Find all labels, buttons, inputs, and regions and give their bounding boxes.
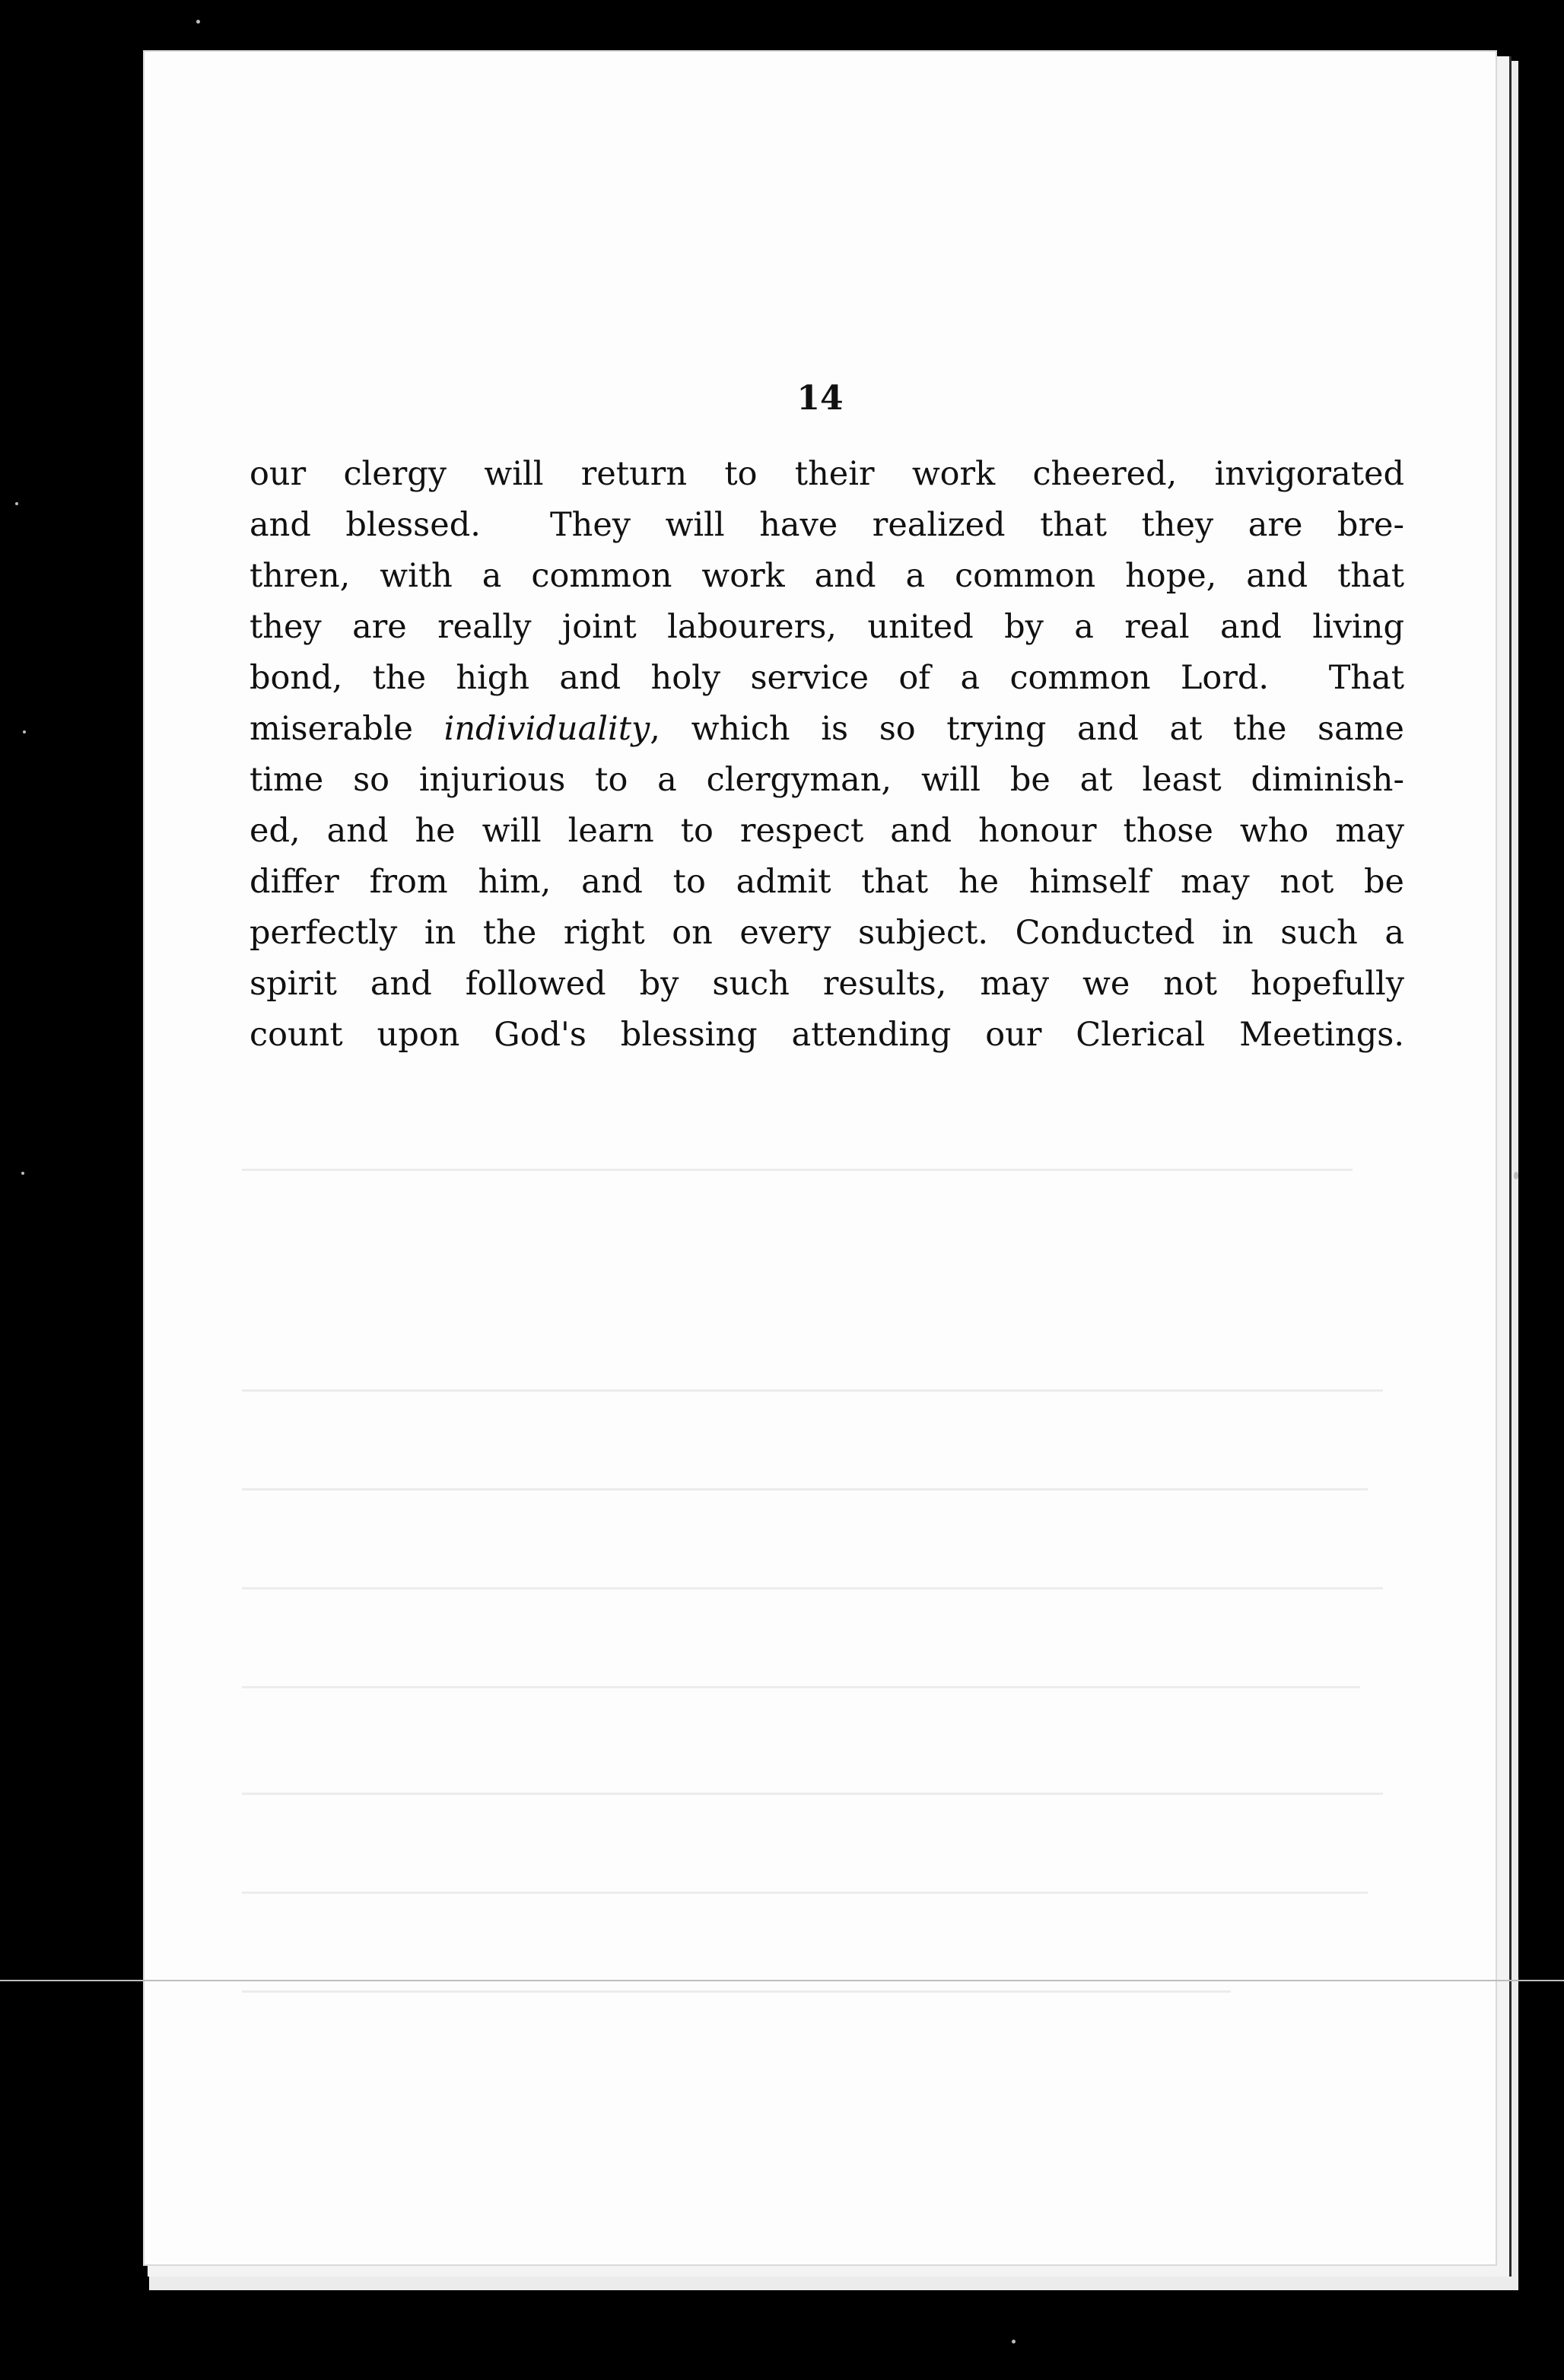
- text-line: [250, 959, 1404, 1010]
- text-run: bond, the high and holy service of a common Lord. That: [250, 659, 1404, 697]
- bleed-through-line: [242, 1990, 1231, 1993]
- dust-speck: [196, 20, 200, 24]
- text-line: [250, 1010, 1404, 1061]
- text-run: count upon God's blessing attending our Clerical Meetings.: [250, 1016, 1404, 1054]
- body-paragraph: [250, 449, 1404, 1061]
- text-line: [250, 602, 1404, 653]
- text-run: ed, and he will learn to respect and honour those who may: [250, 812, 1404, 850]
- dust-speck: [23, 730, 26, 733]
- page-number: 14: [796, 379, 844, 418]
- dust-speck: [21, 1172, 24, 1175]
- text-run: time so injurious to a clergyman, will be at least diminish-: [250, 761, 1404, 799]
- bleed-through-line: [242, 1488, 1368, 1491]
- text-run: they are really joint labourers, united by a real and living: [250, 608, 1404, 646]
- bleed-through-line: [242, 1686, 1360, 1688]
- bleed-through-line: [242, 1389, 1383, 1392]
- text-run: and blessed. They will have realized that they are bre-: [250, 506, 1404, 544]
- dust-speck: [1514, 1172, 1518, 1179]
- text-run: our clergy will return to their work cheered, invigorated: [250, 455, 1404, 493]
- text-line: [250, 908, 1404, 959]
- italic-text: individuality: [443, 710, 650, 748]
- text-line: [250, 755, 1404, 806]
- dust-speck: [15, 502, 18, 505]
- text-line: [250, 857, 1404, 908]
- text-line: [250, 704, 1404, 755]
- bleed-through-line: [242, 1892, 1368, 1894]
- bleed-through-line: [242, 1587, 1383, 1589]
- text-run: spirit and followed by such results, may we not hopefully: [250, 965, 1404, 1003]
- bleed-through-line: [242, 1169, 1353, 1171]
- text-line: [250, 551, 1404, 602]
- text-run: , which is so trying and at the same: [650, 710, 1404, 748]
- text-line: [250, 500, 1404, 551]
- text-line: [250, 449, 1404, 500]
- text-run: thren, with a common work and a common hope, and that: [250, 557, 1404, 595]
- bleed-through-line: [242, 1793, 1383, 1795]
- scanner-line: [0, 1980, 1564, 1981]
- text-line: [250, 806, 1404, 857]
- text-run: miserable: [250, 710, 444, 748]
- text-run: perfectly in the right on every subject. Conducted in such a: [250, 914, 1404, 952]
- document-page: [143, 50, 1497, 2266]
- text-run: differ from him, and to admit that he himself may not be: [250, 863, 1404, 901]
- dust-speck: [1012, 2340, 1016, 2343]
- text-line: [250, 653, 1404, 704]
